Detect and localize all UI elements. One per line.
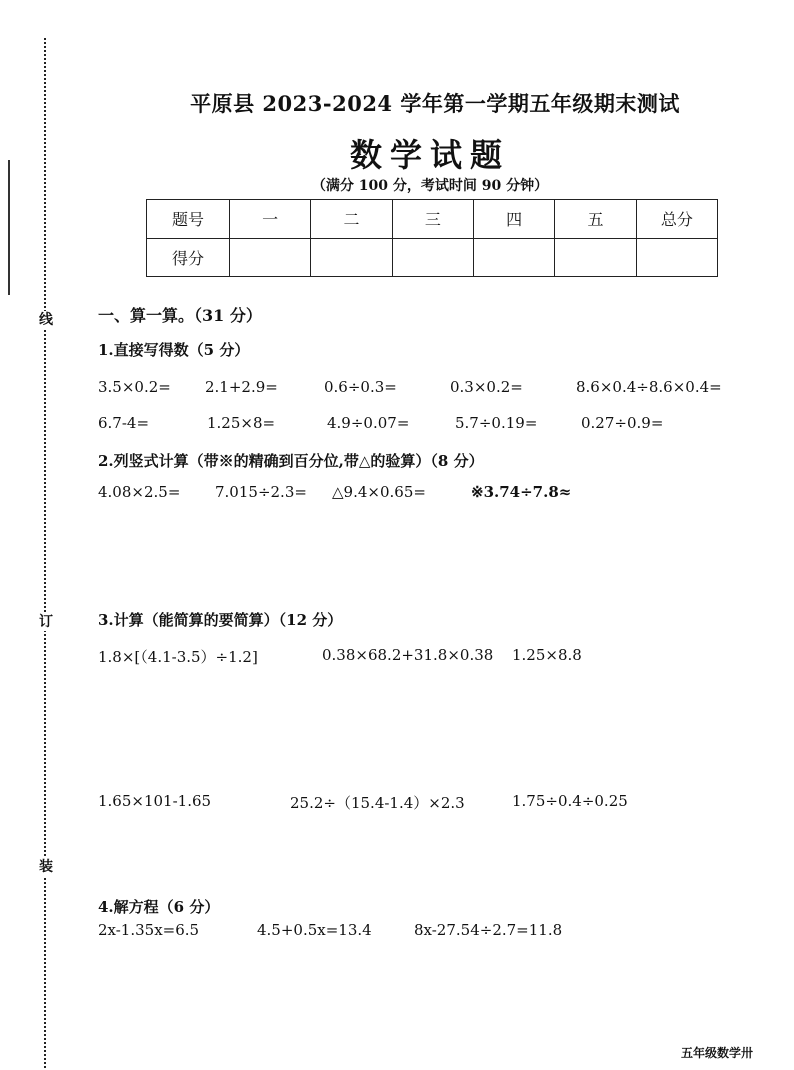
q3-item: 1.65×101-1.65 bbox=[98, 792, 212, 810]
score-input-cell[interactable] bbox=[392, 238, 473, 277]
question-2-title: 2.列竖式计算（带※的精确到百分位,带△的验算）（8 分） bbox=[98, 452, 484, 470]
q1-item: 5.7÷0.19= bbox=[455, 414, 538, 432]
question-3-title: 3.计算（能简算的要简算）（12 分） bbox=[98, 611, 343, 629]
score-table-score-row bbox=[147, 238, 718, 277]
exam-title: 平原县 2023-2024 学年第一学期五年级期末测试 bbox=[190, 91, 680, 116]
score-input-cell[interactable] bbox=[636, 238, 717, 277]
q1-item: 2.1+2.9= bbox=[205, 378, 278, 396]
score-table-cell: 五 bbox=[555, 200, 636, 239]
section-title: 一、算一算。（31 分） bbox=[98, 306, 262, 325]
exam-meta: （满分 100 分，考试时间 90 分钟） bbox=[311, 178, 549, 194]
q1-item: 3.5×0.2= bbox=[98, 378, 171, 396]
binding-label-order: 订 bbox=[39, 614, 53, 630]
q3-item: 25.2÷（15.4-1.4）×2.3 bbox=[290, 794, 465, 812]
q1-item: 0.6÷0.3= bbox=[324, 378, 397, 396]
question-4-title: 4.解方程（6 分） bbox=[98, 898, 220, 916]
q1-item: 0.3×0.2= bbox=[450, 378, 523, 396]
score-table bbox=[146, 199, 718, 277]
score-table-cell: 二 bbox=[311, 200, 392, 239]
q4-item: 8x-27.54÷2.7=11.8 bbox=[414, 921, 563, 939]
score-table-cell: 四 bbox=[473, 200, 554, 239]
binding-dotted-line bbox=[44, 38, 46, 1068]
score-input-cell[interactable] bbox=[555, 238, 636, 277]
score-table-header-row bbox=[147, 200, 718, 239]
score-table-cell: 总分 bbox=[636, 200, 717, 239]
score-input-cell[interactable] bbox=[473, 238, 554, 277]
binding-label-line: 线 bbox=[39, 312, 53, 328]
score-table-cell: 题号 bbox=[147, 200, 230, 239]
score-table-cell: 得分 bbox=[147, 238, 230, 277]
q3-item: 0.38×68.2+31.8×0.38 bbox=[322, 646, 494, 664]
page-footer: 五年级数学卅 bbox=[681, 1046, 754, 1060]
score-input-cell[interactable] bbox=[230, 238, 311, 277]
q1-item: 1.25×8= bbox=[207, 414, 276, 432]
q1-item: 0.27÷0.9= bbox=[581, 414, 664, 432]
question-1-title: 1.直接写得数（5 分） bbox=[98, 341, 250, 359]
subject-title: 数学试题 bbox=[349, 136, 510, 174]
score-input-cell[interactable] bbox=[311, 238, 392, 277]
q3-item: 1.25×8.8 bbox=[512, 646, 582, 664]
q1-item: 4.9÷0.07= bbox=[327, 414, 410, 432]
q4-item: 2x-1.35x=6.5 bbox=[98, 921, 200, 939]
q3-item: 1.8×[（4.1-3.5）÷1.2] bbox=[98, 648, 258, 666]
q3-item: 1.75÷0.4÷0.25 bbox=[512, 792, 628, 810]
q2-item: △9.4×0.65= bbox=[332, 483, 426, 501]
q4-item: 4.5+0.5x=13.4 bbox=[257, 921, 372, 939]
q2-item: ※3.74÷7.8≈ bbox=[471, 483, 572, 501]
binding-label-binding: 装 bbox=[39, 859, 53, 875]
q2-item: 4.08×2.5= bbox=[98, 483, 181, 501]
score-table-cell: 一 bbox=[230, 200, 311, 239]
margin-mark bbox=[8, 160, 10, 295]
score-table-cell: 三 bbox=[392, 200, 473, 239]
q2-item: 7.015÷2.3= bbox=[215, 483, 307, 501]
q1-item: 6.7-4= bbox=[98, 414, 150, 432]
q1-item: 8.6×0.4÷8.6×0.4= bbox=[576, 378, 722, 396]
